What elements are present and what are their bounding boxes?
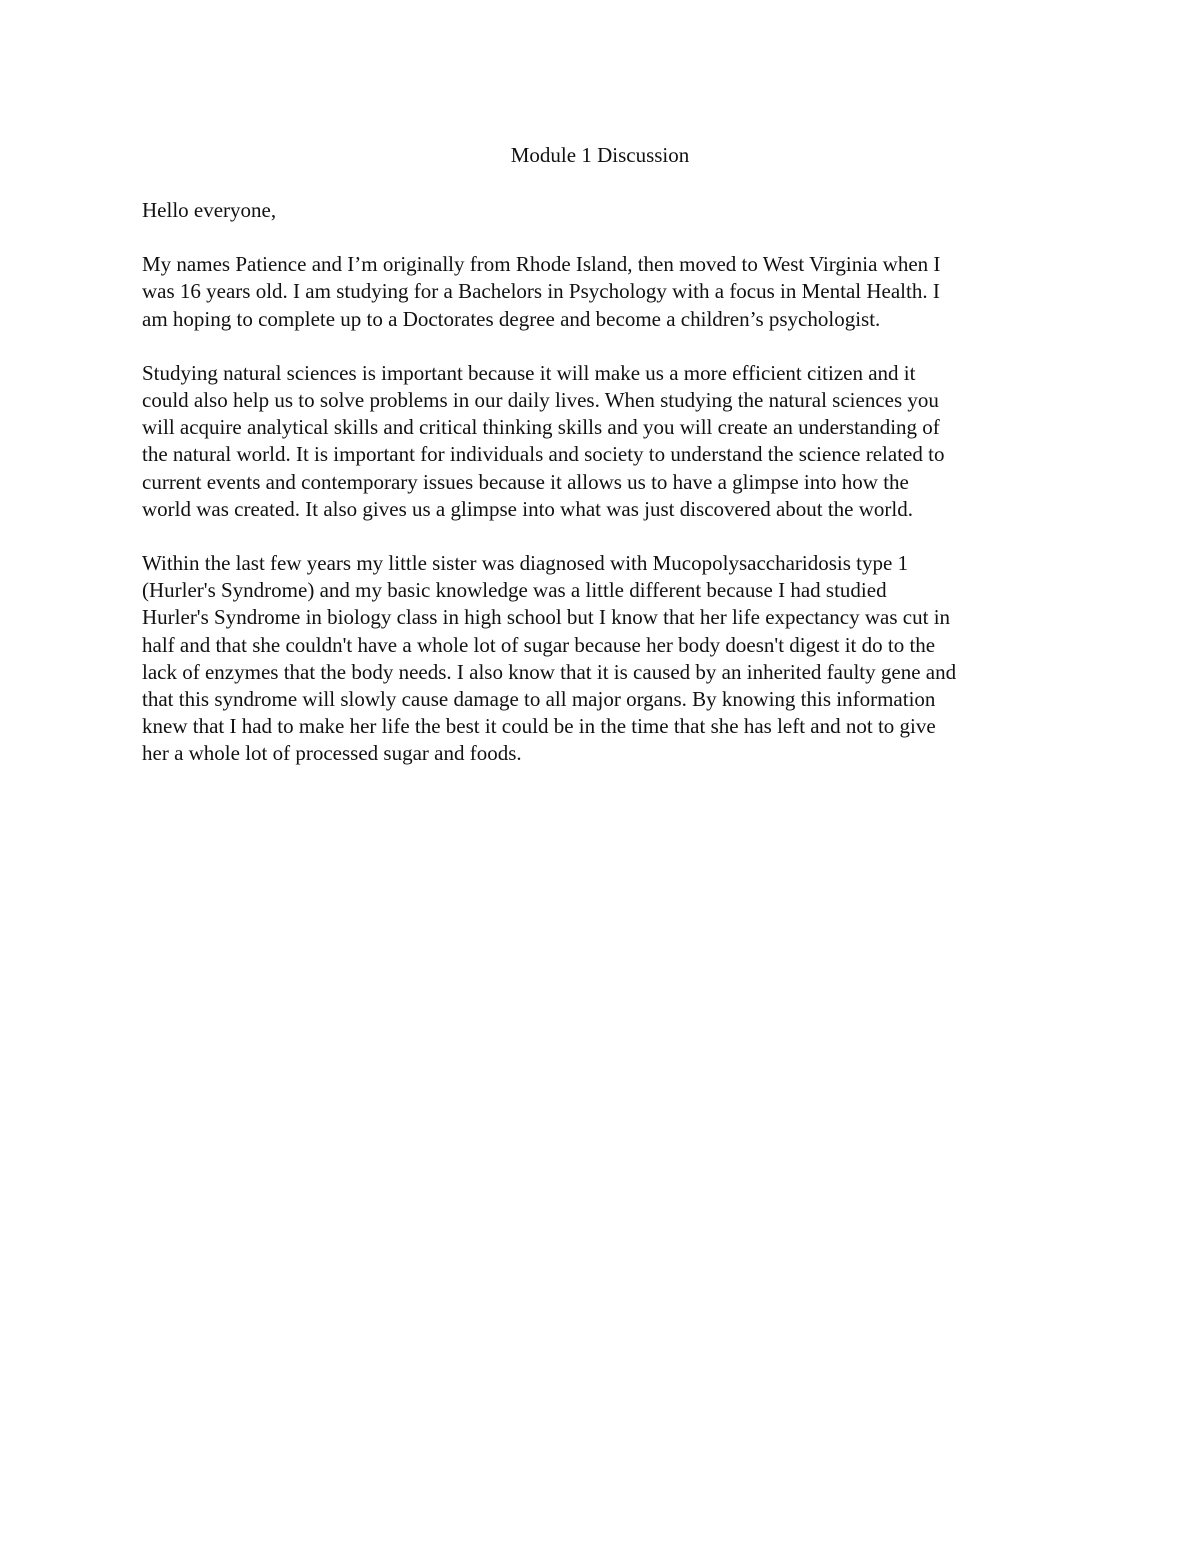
paragraph-line: Hurler's Syndrome in biology class in high school but I know that her life expectancy was cut in xyxy=(142,605,951,630)
paragraph-natural-sciences xyxy=(142,360,1060,523)
paragraph-line: the natural world. It is important for individuals and society to understand the science related to xyxy=(142,442,945,467)
paragraph-line: was 16 years old. I am studying for a Bachelors in Psychology with a focus in Mental Health. I xyxy=(142,279,940,304)
paragraph-line: her a whole lot of processed sugar and foods. xyxy=(142,741,522,766)
paragraph-line: Within the last few years my little sister was diagnosed with Mucopolysaccharidosis type 1 xyxy=(142,551,909,576)
paragraph-line: am hoping to complete up to a Doctorates degree and become a children’s psychologist. xyxy=(142,306,881,331)
paragraph-line: that this syndrome will slowly cause damage to all major organs. By knowing this information xyxy=(142,687,936,712)
greeting-line: Hello everyone, xyxy=(142,198,277,222)
paragraph-line: half and that she couldn't have a whole lot of sugar because her body doesn't digest it do to the xyxy=(142,632,936,657)
paragraph-line: lack of enzymes that the body needs. I also know that it is caused by an inherited faulty gene and xyxy=(142,659,957,684)
paragraph-line: (Hurler's Syndrome) and my basic knowledge was a little different because I had studied xyxy=(142,578,887,603)
paragraph-line: My names Patience and I’m originally from Rhode Island, then moved to West Virginia when I xyxy=(142,252,941,277)
paragraph-line: world was created. It also gives us a glimpse into what was just discovered about the world. xyxy=(142,496,913,521)
document-body xyxy=(142,197,1060,795)
paragraph-line: current events and contemporary issues because it allows us to have a glimpse into how the xyxy=(142,469,909,494)
paragraph-line: could also help us to solve problems in our daily lives. When studying the natural sciences you xyxy=(142,388,939,413)
paragraph-introduction xyxy=(142,251,1060,333)
greeting xyxy=(142,197,1060,224)
document-title: Module 1 Discussion xyxy=(510,143,690,167)
paragraph-line: Studying natural sciences is important because it will make us a more efficient citizen and it xyxy=(142,360,916,385)
paragraph-line: will acquire analytical skills and critical thinking skills and you will create an understanding of xyxy=(142,415,940,440)
paragraph-line: knew that I had to make her life the best it could be in the time that she has left and not to give xyxy=(142,714,936,739)
paragraph-personal-story xyxy=(142,550,1060,768)
